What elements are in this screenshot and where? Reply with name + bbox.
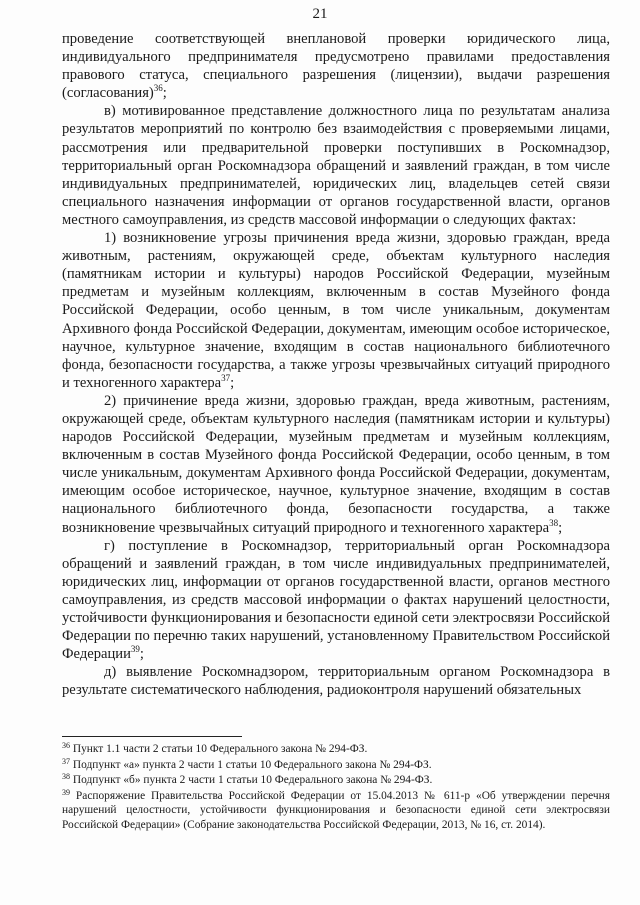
paragraph-tail: ; [230,374,235,391]
paragraph [62,537,610,664]
paragraph-text: г) поступление в Роскомнадзор, территориальный орган Роскомнадзора обращений и заявлений граждан, в том числе индивидуальных предпринимателей, юридических лиц, информации от органов государственной власти, органов местного самоуправления, из средств массовой информации о фактах нарушений целостности, устойчивости функционирования и безопасности единой сети электросвязи Российской Федерации по перечню таких нарушений, установленному Правительством Российской Федерации [62,537,610,663]
paragraph-tail: ; [139,646,144,663]
paragraph [62,30,610,102]
paragraph [62,229,610,392]
paragraph-tail: ; [162,85,167,102]
footnote [62,742,610,757]
footnote [62,789,610,833]
footnote-text: Пункт 1.1 части 2 статьи 10 Федерального закона № 294-ФЗ. [70,743,368,755]
paragraph-tail: ; [558,519,563,536]
paragraph [62,392,610,537]
page-number: 21 [312,6,328,22]
footnote-ref[interactable]: 38 [549,517,559,528]
footnote-number: 38 [62,772,70,782]
footnote-number: 36 [62,741,70,750]
footnote [62,773,610,788]
footnote-ref[interactable]: 37 [221,372,231,383]
footnote-text: Подпункт «а» пункта 2 части 1 статьи 10 Федерального закона № 294-ФЗ. [70,758,432,771]
footnote [62,758,610,773]
paragraph [62,663,610,699]
footnote-text: Распоряжение Правительства Российской Федерации от 15.04.2013 № 611-р «Об утверждении перечня нарушений целостности, устойчивости функционирования и безопасности единой сети электросвязи Российской Федерации» (Собрание законодательства Российской Федерации, 2013, № 16, ст. 2014). [62,789,610,831]
footnote-ref[interactable]: 39 [130,644,140,655]
footnotes [62,742,610,834]
paragraph-text: 2) причинение вреда жизни, здоровью граждан, вреда животным, растениям, окружающей среде, объектам культурного наследия (памятникам истории и культуры) народов Российской Федерации, музейным предметам и музейным коллекциям, включенным в состав Музейного фонда Российской Федерации, особо ценным, в том числе уникальным, документам Архивного фонда Российской Федерации, документам, имеющим особое историческое, научное, культурное значение, входящим в состав национального библиотечного фонда, безопасности государства, а также возникновение чрезвычайных ситуаций природного и техногенного характера [62,392,610,536]
paragraph-text: 1) возникновение угрозы причинения вреда жизни, здоровью граждан, вреда животным, растениям, окружающей среде, объектам культурного наследия (памятникам истории и культуры) народов Российской Федерации, музейным предметам и музейным коллекциям, включенным в состав Музейного фонда Российской Федерации, особо ценным, в том числе уникальным, документам Архивного фонда Российской Федерации, документам, имеющим особое историческое, научное, культурное значение, входящим в состав национального библиотечного фонда, безопасности государства, а также угрозы чрезвычайных ситуаций природного и техногенного характера [62,230,610,391]
paragraph-text: проведение соответствующей внеплановой проверки юридического лица, индивидуального предпринимателя предусмотрено правилами предоставления правового статуса, специального разрешения (лицензии), выдачи разрешения (согласования) [62,31,610,102]
paragraph [62,102,610,229]
footnote-text: Подпункт «б» пункта 2 части 1 статьи 10 Федерального закона № 294-ФЗ. [70,774,433,787]
footnote-ref[interactable]: 36 [153,83,163,94]
footnote-number: 37 [62,756,70,766]
body-text [62,30,610,699]
paragraph-text: в) мотивированное представление должностного лица по результатам анализа результатов мероприятий по контролю без взаимодействия с проверяемыми лицами, рассмотрения или предварительной проверки поступивших в Роскомнадзор, территориальный орган Роскомнадзора обращений и заявлений граждан, в том числе индивидуальных предпринимателей, юридических лиц, владельцев сетей связи специального назначения информации от органов государственной власти, органов местного самоуправления, из средств массовой информации о следующих фактах: [62,103,610,228]
footnote-number: 39 [62,787,70,797]
footnote-divider [62,736,242,737]
paragraph-text: д) выявление Роскомнадзором, территориальным органом Роскомнадзора в результате систематического наблюдения, радиоконтроля нарушений обязательных [62,664,610,699]
